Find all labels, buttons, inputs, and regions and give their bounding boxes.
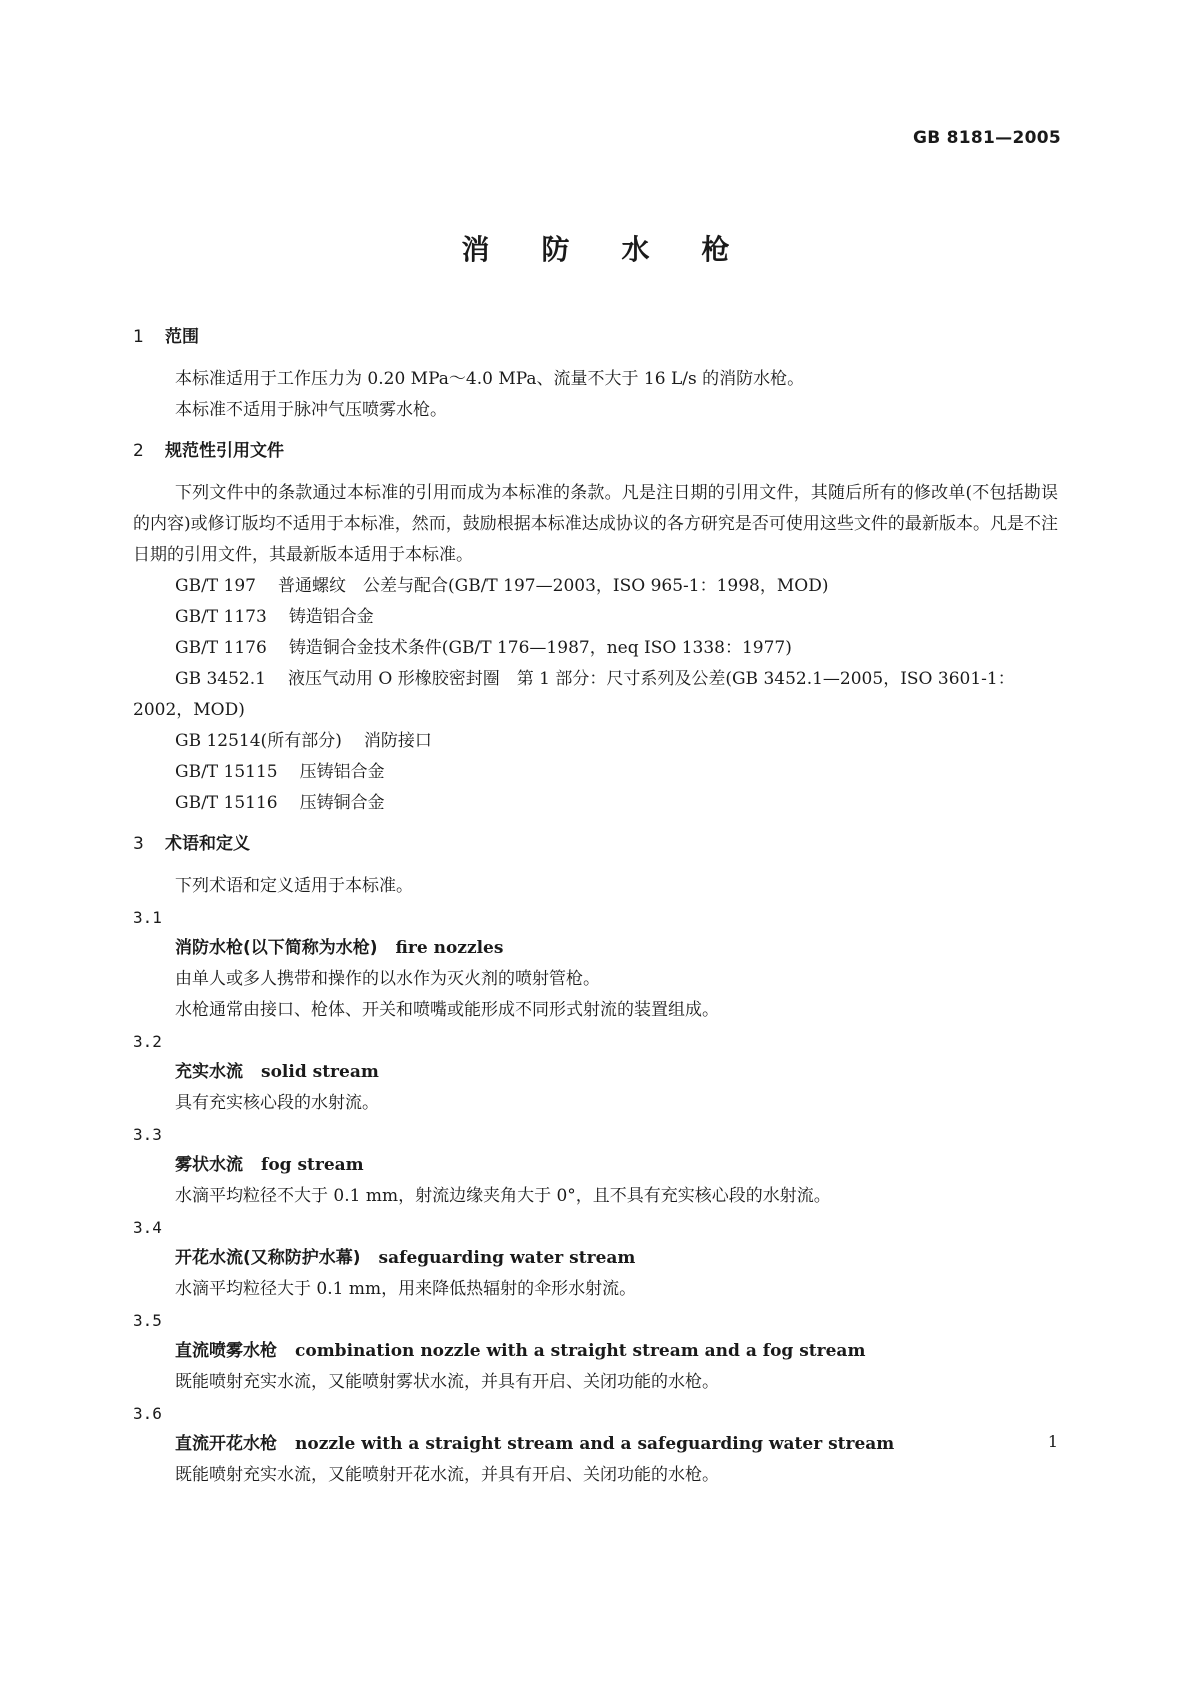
term-english: fire nozzles [395, 938, 504, 958]
section-heading-scope [133, 322, 1058, 353]
reference-code: GB/T 15115 [175, 762, 278, 782]
term-heading [133, 1057, 1058, 1088]
term-chinese: 开花水流(又称防护水幕) [175, 1248, 361, 1268]
section-heading-references [133, 436, 1058, 467]
section-title: 术语和定义 [165, 834, 250, 854]
section-number: 2 [133, 441, 144, 461]
term-chinese: 充实水流 [175, 1062, 243, 1082]
term-definition: 既能喷射充实水流，又能喷射开花水流，并具有开启、关闭功能的水枪。 [175, 1465, 719, 1485]
paragraph: 本标准不适用于脉冲气压喷雾水枪。 [175, 400, 447, 420]
reference-title: 普通螺纹 公差与配合(GB/T 197—2003，ISO 965-1：1998，MOD) [278, 576, 829, 596]
reference-item [133, 633, 1058, 664]
term-heading [133, 1243, 1058, 1274]
reference-code: GB/T 197 [175, 576, 256, 596]
term-heading [133, 1429, 1058, 1460]
term-number: 3.1 [133, 908, 162, 927]
term-number: 3.5 [133, 1311, 162, 1330]
section-number: 3 [133, 834, 144, 854]
term-english: safeguarding water stream [378, 1248, 636, 1268]
reference-item [133, 602, 1058, 633]
reference-code: GB/T 1173 [175, 607, 267, 627]
term-definition: 水滴平均粒径不大于 0.1 mm，射流边缘夹角大于 0°，且不具有充实核心段的水射流。 [175, 1186, 831, 1206]
reference-title: 液压气动用 O 形橡胶密封圈 第 1 部分：尺寸系列及公差(GB 3452.1—2005，ISO 3601-1：2002，MOD) [133, 669, 1015, 720]
paragraph: 本标准适用于工作压力为 0.20 MPa～4.0 MPa、流量不大于 16 L/s 的消防水枪。 [175, 369, 805, 389]
reference-code: GB 3452.1 [175, 669, 266, 689]
standard-number: GB 8181—2005 [912, 128, 1061, 148]
term-number: 3.6 [133, 1404, 162, 1423]
reference-code: GB/T 1176 [175, 638, 267, 658]
term-definition: 水枪通常由接口、枪体、开关和喷嘴或能形成不同形式射流的装置组成。 [175, 1000, 719, 1020]
reference-title: 铸造铝合金 [288, 607, 374, 627]
term-english: combination nozzle with a straight stream and a fog stream [295, 1341, 866, 1361]
reference-item [133, 757, 1058, 788]
reference-code: GB 12514(所有部分) [175, 731, 342, 751]
document-title: 消防水枪 [461, 233, 782, 266]
section-title: 规范性引用文件 [165, 441, 284, 461]
section-title: 范围 [165, 327, 199, 347]
reference-item [133, 664, 1058, 726]
term-heading [133, 1336, 1058, 1367]
reference-title: 铸造铜合金技术条件(GB/T 176—1987，neq ISO 1338：1977) [288, 638, 792, 658]
reference-title: 压铸铝合金 [299, 762, 385, 782]
term-number: 3.4 [133, 1218, 162, 1237]
term-number: 3.2 [133, 1032, 162, 1051]
term-heading [133, 933, 1058, 964]
reference-item [133, 788, 1058, 819]
page-number: 1 [1047, 1432, 1058, 1451]
term-definition: 具有充实核心段的水射流。 [175, 1093, 379, 1113]
term-chinese: 消防水枪(以下简称为水枪) [175, 938, 378, 958]
term-chinese: 直流喷雾水枪 [175, 1341, 277, 1361]
term-heading [133, 1150, 1058, 1181]
section-number: 1 [133, 327, 144, 347]
section-heading-terms [133, 829, 1058, 860]
term-definition: 既能喷射充实水流，又能喷射雾状水流，并具有开启、关闭功能的水枪。 [175, 1372, 719, 1392]
term-number: 3.3 [133, 1125, 162, 1144]
term-english: solid stream [261, 1062, 379, 1082]
term-chinese: 雾状水流 [175, 1155, 243, 1175]
reference-item [133, 726, 1058, 757]
term-definition: 水滴平均粒径大于 0.1 mm，用来降低热辐射的伞形水射流。 [175, 1279, 637, 1299]
reference-title: 消防接口 [363, 731, 432, 751]
paragraph: 下列文件中的条款通过本标准的引用而成为本标准的条款。凡是注日期的引用文件，其随后所有的修改单(不包括勘误的内容)或修订版均不适用于本标准，然而，鼓励根据本标准达成协议的各方研究是否可使用这些文件的最新版本。凡是不注日期的引用文件，其最新版本适用于本标准。 [133, 483, 1058, 565]
reference-code: GB/T 15116 [175, 793, 278, 813]
reference-title: 压铸铜合金 [299, 793, 385, 813]
term-chinese: 直流开花水枪 [175, 1434, 277, 1454]
term-english: fog stream [261, 1155, 364, 1175]
document-body [133, 322, 1058, 1491]
term-definition: 由单人或多人携带和操作的以水作为灭火剂的喷射管枪。 [175, 969, 600, 989]
reference-item [133, 571, 1058, 602]
paragraph: 下列术语和定义适用于本标准。 [175, 876, 413, 896]
term-english: nozzle with a straight stream and a safeguarding water stream [295, 1434, 895, 1454]
